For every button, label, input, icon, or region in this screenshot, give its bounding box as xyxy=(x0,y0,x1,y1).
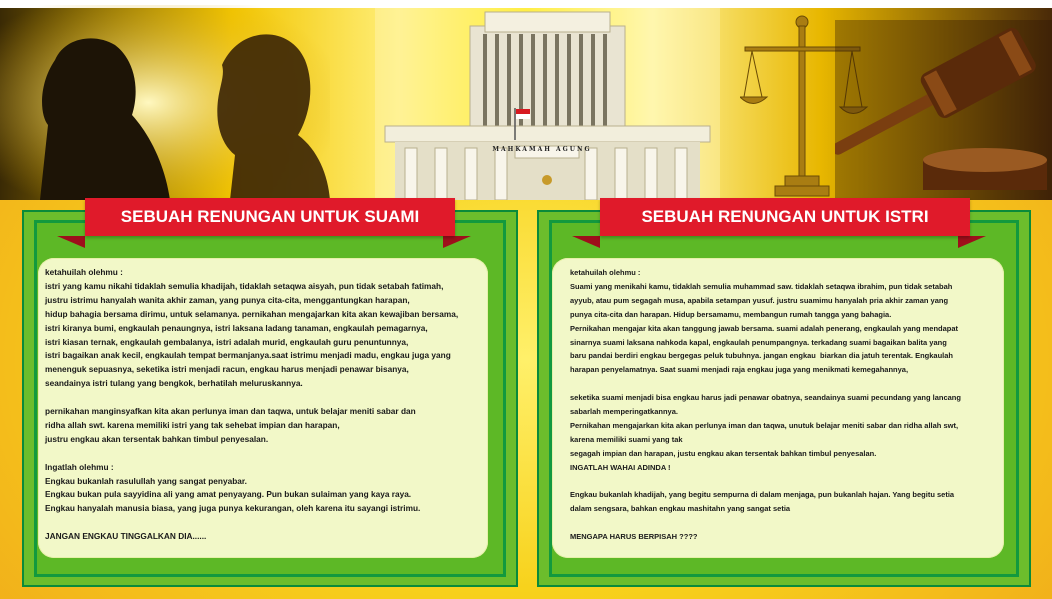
text-line: pernikahan manginsyafkan kita akan perlunya iman dan taqwa, untuk belajar meniti sabar dan xyxy=(45,406,416,417)
court-building-sign: MAHKAMAH AGUNG xyxy=(492,146,592,153)
text-line: harapan penyelamatnya. Saat suami menjadi raja engkau juga yang menikmati kemegahannya, xyxy=(570,365,909,375)
text-line: karena memiliki suami yang tak xyxy=(570,434,683,444)
text-line: seketika suami menjadi bisa engkau harus jadi penawar obatnya, seandainya suami pecundang yang lancang xyxy=(570,393,961,403)
header-banner xyxy=(0,0,1052,200)
text-line: istri bagaikan anak kecil, engkaulah tempat bermanjanya.saat istrimu menjadi madu, engkau juga yang xyxy=(45,350,451,361)
wife-message xyxy=(570,266,1010,544)
text-line xyxy=(45,447,490,461)
text-line: justru istrimu hanyalah wanita akhir zaman, yang punya cita-cita, menggantungkan harapan, xyxy=(45,294,410,305)
text-line: Pernikahan mengajar kita akan tanggung jawab bersama. suami adalah penerang, engkaulah yang mendapat xyxy=(570,323,959,333)
husband-message xyxy=(45,266,490,544)
husband-ribbon-tail-left xyxy=(57,236,85,248)
text-line: MENGAPA HARUS BERPISAH ???? xyxy=(570,532,698,542)
husband-ribbon-tail-right xyxy=(443,236,471,248)
text-line: istri kiasan ternak, engkaulah gembalanya, istri adalah murid, engkaulah guru penuntunnya, xyxy=(45,336,409,347)
text-line: sabarlah memperingatkannya. xyxy=(570,407,678,417)
text-line: Pernikahan mengajarkan kita akan perlunya iman dan taqwa, unutuk belajar meniti sabar dan ridha allah swt, xyxy=(570,420,959,430)
text-line: istri yang kamu nikahi tidaklah semulia khadijah, tidaklah setaqwa aisyah, pun tidak setabah fatimah, xyxy=(45,280,444,291)
text-line: ketahuilah olehmu : xyxy=(570,268,641,277)
text-line: INGATLAH WAHAI ADINDA ! xyxy=(570,462,671,472)
text-line xyxy=(45,516,490,530)
text-line: Engkau hanyalah manusia biasa, yang juga punya kekurangan, oleh karena itu sayangi istrimu. xyxy=(45,503,421,514)
text-line: justru engkau akan tersentak bahkan timbul penyesalan. xyxy=(45,433,269,444)
text-line: sinarnya suami laksana nahkoda kapal, engkaulah penumpangnya. terkadang suami bagaikan balita yang xyxy=(570,337,947,347)
text-line xyxy=(570,475,1010,489)
court-building-icon xyxy=(375,8,720,200)
text-line xyxy=(45,391,490,405)
text-line: Engkau bukan pula sayyidina ali yang amat penyayang. Pun bukan sulaiman yang kaya raya. xyxy=(45,489,412,500)
wife-ribbon-tail-left xyxy=(572,236,600,248)
text-line: seandainya istri tulang yang bengkok, berhatilah meluruskannya. xyxy=(45,378,303,389)
text-line: punya cita-cita dan harapan. Hidup bersamamu, membangun rumah tangga yang bahagia. xyxy=(570,309,892,319)
text-line: Suami yang menikahi kamu, tidaklah semulia muhammad saw. tidaklah setaqwa ibrahim, pun tidak setabah xyxy=(570,281,953,291)
text-line xyxy=(570,377,1010,391)
text-line: Engkau bukanlah khadijah, yang begitu sempurna di dalam menjaga, pun bukanlah hajan. Yang begitu setia xyxy=(570,490,955,500)
text-line: dalam sengsara, bahkan engkau mashitahn yang sangat setia xyxy=(570,504,791,514)
text-line: istri kiranya bumi, engkaulah penaungnya, istri laksana ladang tanaman, engkaulah pemagarnya, xyxy=(45,322,428,333)
text-line: menenguk sepuasnya, seketika istri menjadi racun, engkau harus menjadi penawar bisanya, xyxy=(45,364,409,375)
wife-ribbon-tail-right xyxy=(958,236,986,248)
text-line: ridha allah swt. karena memiliki istri yang tak sehebat impian dan harapan, xyxy=(45,419,340,430)
text-line: segagah impian dan harapan, justu engkau akan tersentak bahkan timbul penyesalan. xyxy=(570,448,877,458)
text-line: ayyub, atau pum segagah musa, apabila setampan yusuf. justru suamimu hanyalah pria akhir zaman yang xyxy=(570,295,949,305)
judge-gavel-icon xyxy=(835,20,1052,200)
text-line: JANGAN ENGKAU TINGGALKAN DIA...... xyxy=(45,531,207,542)
husband-title-ribbon: SEBUAH RENUNGAN UNTUK SUAMI xyxy=(85,198,455,236)
text-line: Engkau bukanlah rasulullah yang sangat penyabar. xyxy=(45,475,247,486)
text-line xyxy=(570,516,1010,530)
text-line: baru pandai berdiri engkau bergegas peluk tubuhnya. jangan engkau biarkan dia jatuh terentak. Engkaulah xyxy=(570,351,954,361)
text-line: hidup bahagia bersama dirimu, untuk selamanya. pernikahan mengajarkan kita akan kewajiban bersama, xyxy=(45,308,459,319)
couple-silhouette-icon xyxy=(0,5,330,200)
text-line: Ingatlah olehmu : xyxy=(45,461,114,472)
text-line: ketahuilah olehmu : xyxy=(45,267,123,277)
wife-title-ribbon: SEBUAH RENUNGAN UNTUK ISTRI xyxy=(600,198,970,236)
